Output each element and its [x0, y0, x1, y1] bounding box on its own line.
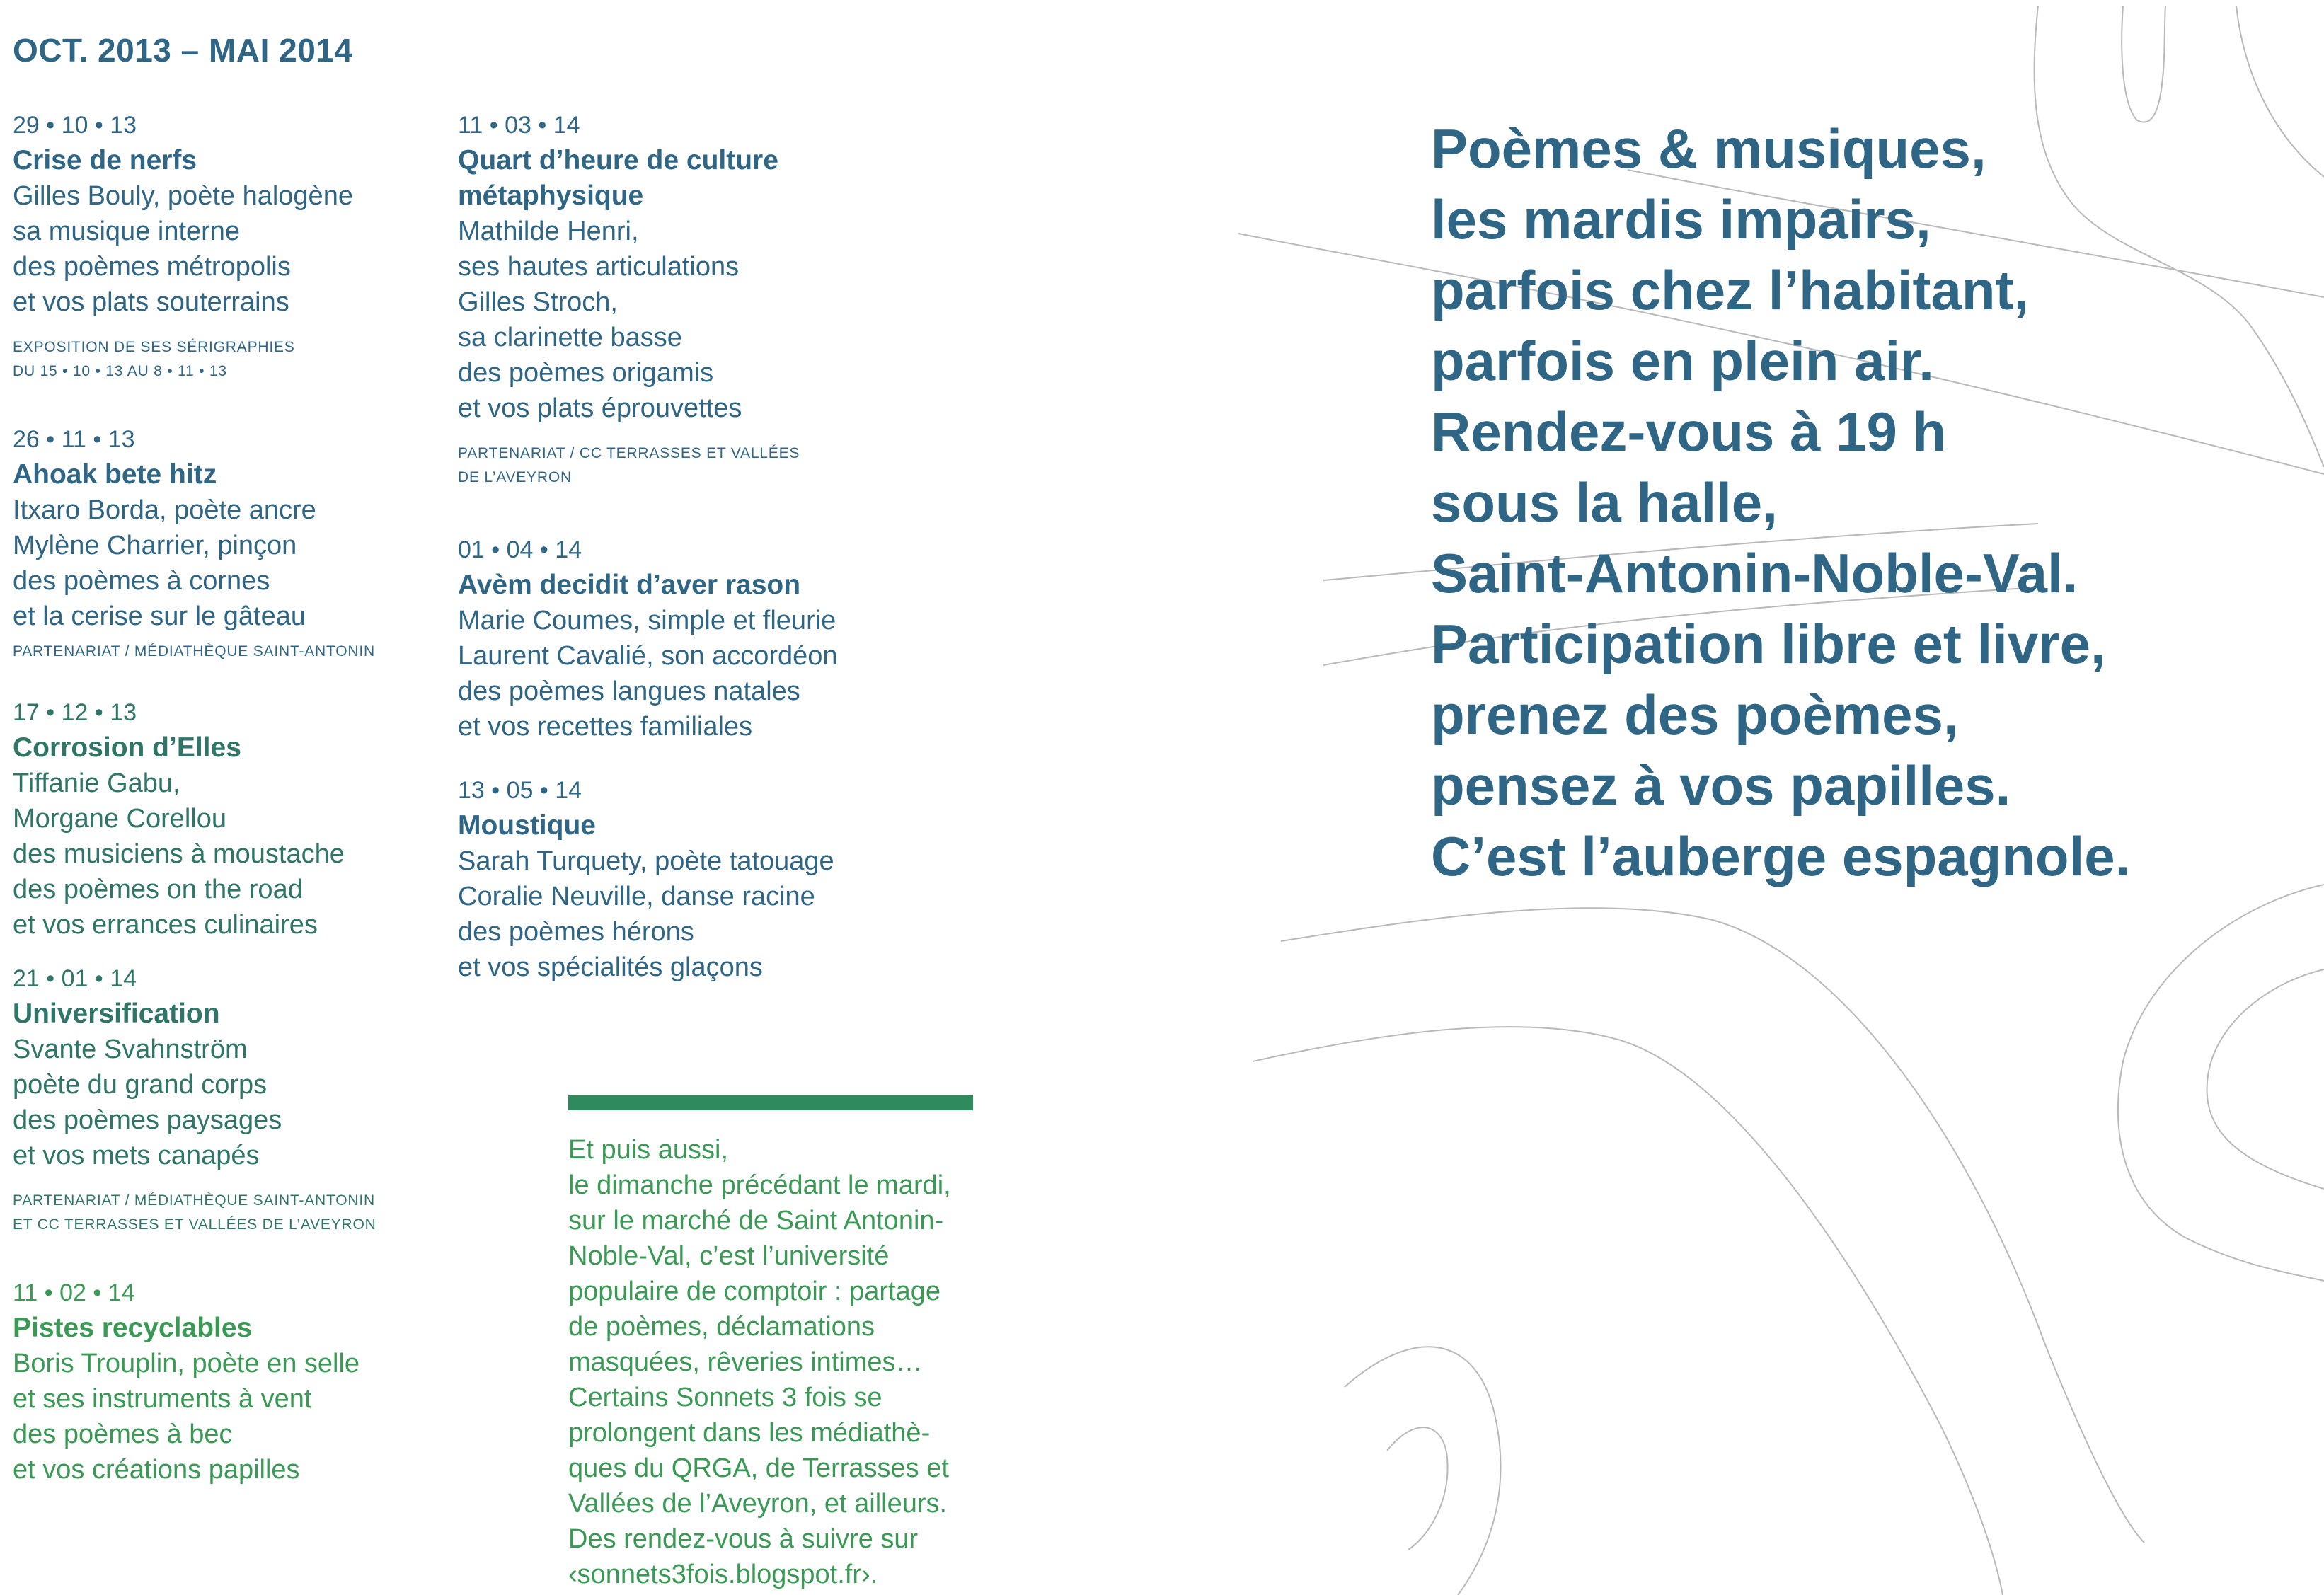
- event-line: Svante Svahnström: [13, 1035, 248, 1064]
- event-note: EXPOSITION DE SES SÉRIGRAPHIES: [13, 339, 295, 355]
- event-note: DE L’AVEYRON: [458, 469, 572, 485]
- event-line: Gilles Stroch,: [458, 287, 618, 317]
- event-line: Marie Coumes, simple et fleurie: [458, 606, 836, 635]
- event-title: Crise de nerfs: [13, 145, 197, 175]
- event-line: sa clarinette basse: [458, 323, 682, 352]
- event-line: Laurent Cavalié, son accordéon: [458, 641, 838, 671]
- intro-statement: [1431, 113, 2308, 892]
- event-item: [13, 108, 494, 384]
- paragraph-line: prolongent dans les médiathè-: [568, 1418, 931, 1448]
- event-line: des poèmes langues natales: [458, 676, 800, 706]
- event-note: PARTENARIAT / CC TERRASSES ET VALLÉES: [458, 445, 800, 461]
- paragraph-line: Certains Sonnets 3 fois se: [568, 1383, 882, 1412]
- event-item: [458, 108, 939, 490]
- contour-line: [2118, 885, 2324, 1281]
- paragraph-line: masquées, rêveries intimes…: [568, 1347, 923, 1377]
- event-line: et vos plats éprouvettes: [458, 393, 742, 423]
- contour-line: [1281, 908, 2144, 1543]
- event-title: Avèm decidit d’aver rason: [458, 570, 801, 600]
- contour-line: [1253, 1027, 2003, 1595]
- also-paragraph: [568, 1132, 993, 1592]
- event-date: 11 • 03 • 14: [458, 112, 580, 139]
- event-line: Mylène Charrier, pinçon: [13, 531, 297, 560]
- paragraph-line: populaire de comptoir : partage: [568, 1277, 940, 1306]
- event-line: des poèmes hérons: [458, 917, 694, 947]
- event-line: Coralie Neuville, danse racine: [458, 882, 815, 911]
- event-line: des poèmes à bec: [13, 1420, 233, 1449]
- paragraph-line: sur le marché de Saint Antonin-: [568, 1206, 944, 1236]
- events-column-left: [13, 108, 494, 1487]
- intro-line: prenez des poèmes,: [1431, 684, 1959, 746]
- event-date: 26 • 11 • 13: [13, 426, 135, 453]
- contour-line: [2207, 969, 2324, 1189]
- event-date: 13 • 05 • 14: [458, 777, 582, 804]
- paragraph-line: de poèmes, déclamations: [568, 1312, 875, 1342]
- intro-line: Participation libre et livre,: [1431, 613, 2106, 675]
- intro-line: Saint-Antonin-Noble-Val.: [1431, 542, 2078, 604]
- event-line: et vos plats souterrains: [13, 287, 289, 317]
- intro-line: C’est l’auberge espagnole.: [1431, 825, 2131, 887]
- event-item: [458, 773, 939, 985]
- event-item: [13, 422, 494, 664]
- event-title: Quart d’heure de culture: [458, 145, 778, 175]
- event-note: DU 15 • 10 • 13 AU 8 • 11 • 13: [13, 363, 227, 379]
- event-line: des poèmes paysages: [13, 1105, 282, 1135]
- event-title: Universification: [13, 998, 220, 1029]
- event-line: et vos spécialités glaçons: [458, 952, 763, 982]
- intro-line: Rendez-vous à 19 h: [1431, 401, 1947, 463]
- intro-line: parfois chez l’habitant,: [1431, 259, 2030, 321]
- event-note: PARTENARIAT / MÉDIATHÈQUE SAINT-ANTONIN: [13, 1192, 375, 1209]
- event-line: Itxaro Borda, poète ancre: [13, 495, 316, 525]
- paragraph-line: Et puis aussi,: [568, 1135, 728, 1165]
- event-date: 17 • 12 • 13: [13, 699, 137, 726]
- event-item: [458, 532, 939, 744]
- event-line: Tiffanie Gabu,: [13, 768, 180, 798]
- event-date: 11 • 02 • 14: [13, 1279, 135, 1306]
- intro-line: sous la halle,: [1431, 471, 1778, 534]
- event-note: ET CC TERRASSES ET VALLÉES DE L’AVEYRON: [13, 1216, 376, 1233]
- blog-link[interactable]: ‹sonnets3fois.blogspot.fr›.: [568, 1560, 878, 1589]
- event-line: et vos errances culinaires: [13, 910, 318, 940]
- event-line: ses hautes articulations: [458, 252, 740, 282]
- event-title: Moustique: [458, 810, 596, 841]
- event-line: des musiciens à moustache: [13, 839, 345, 869]
- event-date: 29 • 10 • 13: [13, 112, 137, 139]
- event-date: 01 • 04 • 14: [458, 536, 582, 563]
- divider-bar: [568, 1095, 973, 1110]
- event-title-continued: métaphysique: [458, 180, 644, 211]
- event-line: des poèmes origamis: [458, 358, 714, 388]
- event-line: et vos recettes familiales: [458, 712, 753, 742]
- contour-line: [1387, 1427, 1448, 1550]
- event-line: poète du grand corps: [13, 1070, 268, 1100]
- paragraph-line: Noble-Val, c’est l’université: [568, 1241, 890, 1271]
- event-line: des poèmes à cornes: [13, 566, 270, 596]
- event-item: [13, 1275, 494, 1487]
- contour-line: [1345, 1347, 1500, 1595]
- event-line: Boris Trouplin, poète en selle: [13, 1349, 360, 1378]
- event-line: Morgane Corellou: [13, 804, 227, 834]
- paragraph-line: le dimanche précédant le mardi,: [568, 1170, 951, 1200]
- event-line: Sarah Turquety, poète tatouage: [458, 846, 834, 876]
- event-line: sa musique interne: [13, 217, 241, 246]
- events-column-middle: [458, 108, 939, 985]
- event-date: 21 • 01 • 14: [13, 965, 137, 992]
- event-title: Pistes recyclables: [13, 1313, 253, 1343]
- intro-line: Poèmes & musiques,: [1431, 117, 1986, 180]
- event-line: des poèmes on the road: [13, 875, 303, 904]
- event-line: des poèmes métropolis: [13, 252, 291, 282]
- event-title: Ahoak bete hitz: [13, 459, 217, 490]
- season-header: OCT. 2013 – MAI 2014: [13, 32, 353, 69]
- event-line: et la cerise sur le gâteau: [13, 601, 306, 631]
- event-line: et vos créations papilles: [13, 1455, 300, 1485]
- intro-line: les mardis impairs,: [1431, 188, 1931, 251]
- paragraph-line: Vallées de l’Aveyron, et ailleurs.: [568, 1489, 948, 1519]
- event-item: [13, 961, 494, 1237]
- event-note: PARTENARIAT / MÉDIATHÈQUE SAINT-ANTONIN: [13, 643, 375, 660]
- paragraph-line: Des rendez-vous à suivre sur: [568, 1524, 919, 1554]
- contour-line: [2122, 6, 2165, 122]
- event-line: et ses instruments à vent: [13, 1384, 312, 1414]
- event-item: [13, 695, 494, 943]
- intro-line: pensez à vos papilles.: [1431, 754, 2011, 817]
- event-line: Gilles Bouly, poète halogène: [13, 181, 353, 211]
- event-title: Corrosion d’Elles: [13, 732, 241, 763]
- intro-line: parfois en plein air.: [1431, 330, 1934, 392]
- event-line: et vos mets canapés: [13, 1141, 260, 1170]
- event-line: Mathilde Henri,: [458, 217, 639, 246]
- paragraph-line: ques du QRGA, de Terrasses et: [568, 1453, 949, 1483]
